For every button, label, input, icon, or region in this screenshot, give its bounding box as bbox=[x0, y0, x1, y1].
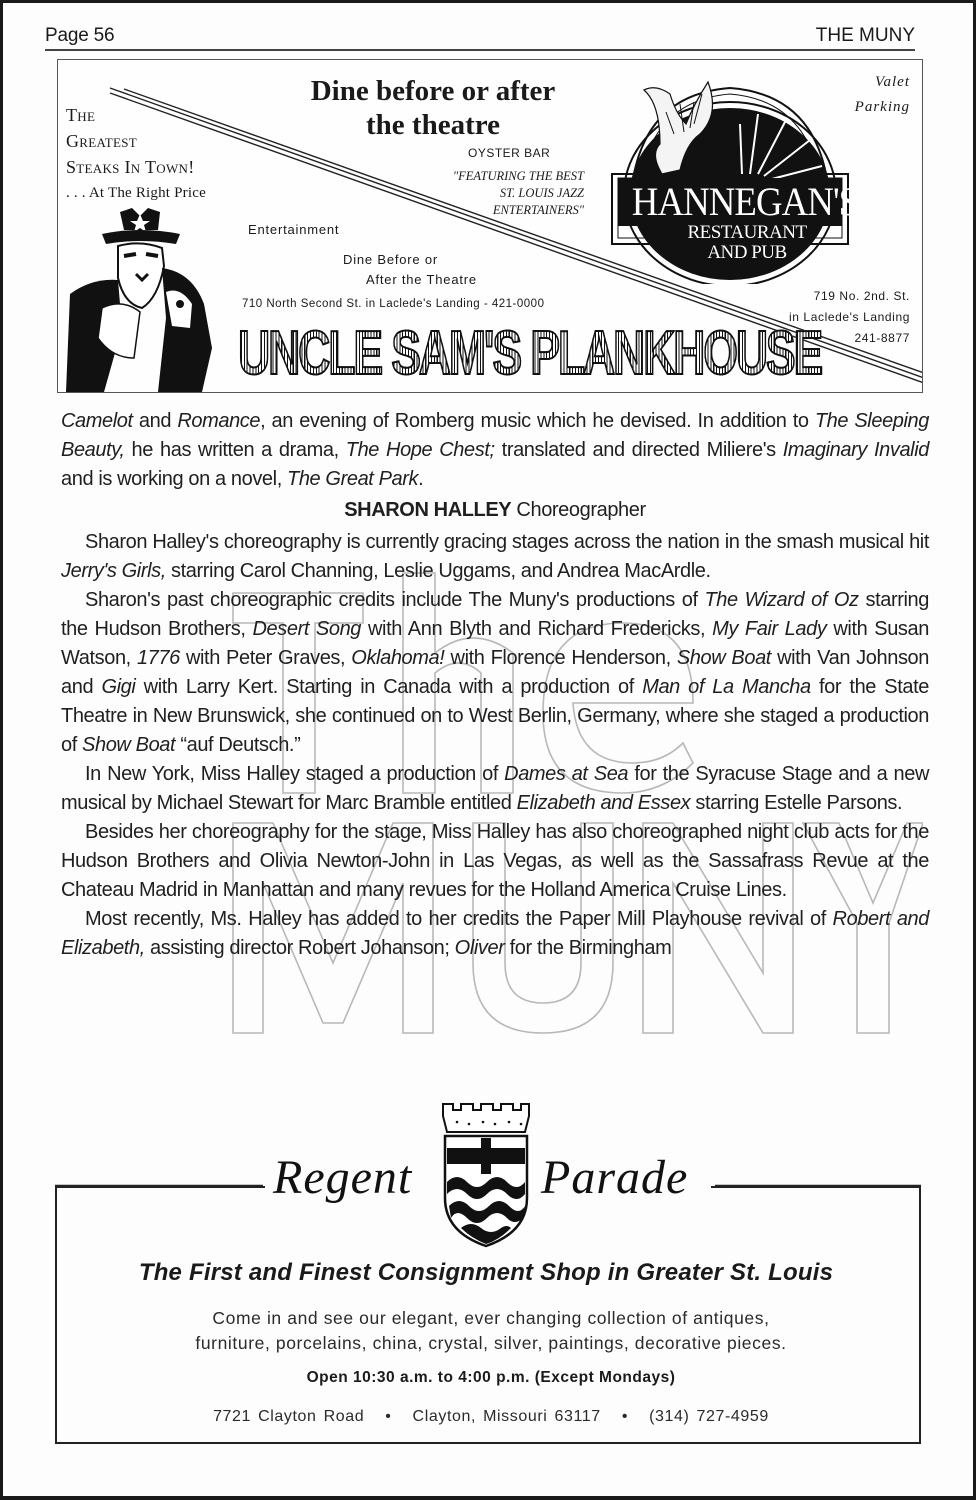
shop-description: Come in and see our elegant, ever changing collection of antiques, furniture, porcelains, china, crystal, silver, paintings, decorative pieces. bbox=[195, 1308, 787, 1353]
running-head bbox=[45, 23, 915, 51]
hannegans-subtitle: RESTAURANT AND PUB bbox=[687, 222, 807, 263]
shop-phone: (314) 727-4959 bbox=[649, 1408, 769, 1425]
subhead-name: SHARON HALLEY bbox=[344, 499, 512, 521]
frame-rule bbox=[711, 1186, 921, 1188]
jazz-feature-text: "FEATURING THE BEST ST. LOUIS JAZZ ENTERTAINERS" bbox=[452, 169, 584, 217]
publication-title: THE MUNY bbox=[815, 25, 915, 46]
uncle-sam-illustration bbox=[62, 208, 232, 392]
continued-paragraph: Camelot and Romance, an evening of Romberg music which he devised. In addition to The Sleeping Beauty, he has written a drama, The Hope Chest; translated and directed Miliere's Imaginary Invalid and is working on a novel, The Great Park. bbox=[61, 410, 929, 490]
hannegans-address: 719 No. 2nd. St. in Laclede's Landing 241-8877 bbox=[788, 289, 910, 345]
plankhouse-tagline: The Greatest Steaks In Town! . . . At The Right Price bbox=[66, 105, 206, 201]
subhead-role: Choreographer bbox=[516, 499, 646, 521]
shop-city: Clayton, Missouri 63117 bbox=[412, 1408, 601, 1425]
brand-word-regent: Regent bbox=[273, 1151, 413, 1204]
article-paragraph: Besides her choreography for the stage, Miss Halley has also choreographed night club acts for the Hudson Brothers and Olivia Newton-John in Las Vegas, as well as the Sassafrass Revue at the Chateau Madrid in Manhattan and many revues for the Holland America Cruise Lines. bbox=[61, 821, 929, 901]
shop-address: 7721 Clayton Road bbox=[213, 1408, 365, 1425]
page-number: Page 56 bbox=[45, 25, 115, 46]
article-paragraph: Sharon's past choreographic credits include The Muny's productions of The Wizard of Oz starring the Hudson Brothers, Desert Song with Ann Blyth and Richard Fredericks, My Fair Lady with Susan Watson, 1776 with Peter Graves, Oklahoma! with Florence Henderson, Show Boat with Van Johnson and Gigi with Larry Kert. Starting in Canada with a production of Man of La Mancha for the State Theatre in New Brunswick, she continued on to West Berlin, Germany, where she staged a production of Show Boat “auf Deutsch.” bbox=[61, 589, 929, 756]
article-paragraph: In New York, Miss Halley staged a production of Dames at Sea for the Syracuse Stage and a new musical by Michael Stewart for Marc Bramble entitled Elizabeth and Essex starring Estelle Parsons. bbox=[61, 763, 929, 814]
after-theatre-text: After the Theatre bbox=[366, 272, 477, 287]
plankhouse-logo-text: UNCLE SAM'S PLANKHOUSE bbox=[238, 319, 822, 388]
section-subhead bbox=[61, 496, 929, 525]
article-paragraph: Most recently, Ms. Halley has added to her credits the Paper Mill Playhouse revival of Robert and Elizabeth, assisting director Robert Johanson; Oliver for the Birmingham bbox=[61, 908, 929, 959]
shop-tagline: The First and Finest Consignment Shop in Greater St. Louis bbox=[138, 1259, 834, 1286]
brand-word-parade: Parade bbox=[541, 1151, 689, 1204]
bullet-separator: • bbox=[385, 1408, 392, 1425]
oyster-bar-label: OYSTER BAR bbox=[468, 146, 551, 160]
frame-rule bbox=[55, 1186, 265, 1188]
restaurant-advertisement bbox=[57, 59, 923, 393]
shop-hours: Open 10:30 a.m. to 4:00 p.m. (Except Mondays) bbox=[306, 1369, 676, 1386]
valet-parking-text: Valet Parking bbox=[854, 74, 910, 115]
ad-headline: Dine before or after the theatre bbox=[310, 75, 556, 141]
dine-before-text: Dine Before or bbox=[343, 252, 439, 267]
shop-contact bbox=[3, 1408, 976, 1426]
bullet-separator: • bbox=[621, 1408, 629, 1425]
entertainment-label: Entertainment bbox=[248, 222, 340, 237]
article-body bbox=[61, 407, 929, 963]
article-paragraph: Sharon Halley's choreography is currently gracing stages across the nation in the smash musical hit Jerry's Girls, starring Carol Channing, Leslie Uggams, and Andrea MacArdle. bbox=[61, 531, 929, 582]
plankhouse-address: 710 North Second St. in Laclede's Landing - 421-0000 bbox=[242, 298, 545, 310]
hannegans-name: HANNEGAN'S bbox=[631, 179, 859, 224]
